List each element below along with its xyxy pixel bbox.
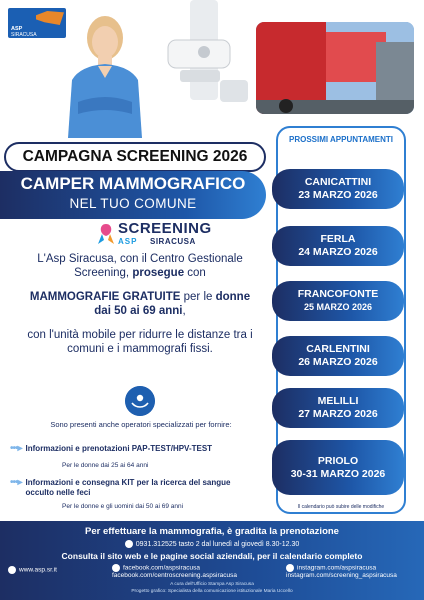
caring-hands-icon <box>125 386 155 416</box>
screening-asp: ASP <box>118 237 138 246</box>
appointment-canicattini: CANICATTINI 23 MARZO 2026 <box>272 169 404 209</box>
arrow-dots-icon: •••▸ <box>10 443 22 454</box>
facebook-link-1[interactable]: facebook.com/aspsiracusa <box>112 564 200 572</box>
campaign-title: CAMPAGNA SCREENING 2026 <box>4 142 266 172</box>
screening-asp-siracusa-logo <box>96 220 212 250</box>
appointment-ferla: FERLA 24 MARZO 2026 <box>272 226 404 266</box>
logo-line1: ASP <box>11 26 23 32</box>
instagram-link-1[interactable]: instagram.com/aspsiracusa <box>286 564 376 572</box>
website-link[interactable]: www.asp.sr.it <box>8 566 57 574</box>
instagram-link-2[interactable]: instagram.com/screening_aspsiracusa <box>286 572 397 579</box>
nurse-photo <box>60 10 150 138</box>
globe-icon <box>8 566 16 574</box>
operators-intro: Sono presenti anche operatori specializzati per fornire: <box>50 420 232 429</box>
logo-line2: SIRACUSA <box>11 32 37 38</box>
main-title: CAMPER MAMMOGRAFICO <box>20 174 246 193</box>
screening-ribbon-icon <box>96 222 116 246</box>
intro-paragraph-1: L'Asp Siracusa, con il Centro Gestionale Screening, prosegue con <box>37 253 243 279</box>
subtitle: NEL TUO COMUNE <box>69 196 197 211</box>
appointments-title: PROSSIMI APPUNTAMENTI <box>288 135 393 144</box>
camper-photo <box>256 22 414 114</box>
intro-paragraph-2: MAMMOGRAFIE GRATUITE per le donne dai 50 ai 69 anni, <box>29 291 251 317</box>
intro-paragraph-3: con l'unità mobile per ridurre le distanze tra i comuni e i mammografi fissi. <box>27 329 253 355</box>
credit-press-office: A cura dell'Ufficio Stampa Asp Siracusa <box>170 582 254 587</box>
facebook-icon <box>112 564 120 572</box>
appointment-melilli: MELILLI 27 MARZO 2026 <box>272 388 404 428</box>
consult-line: Consulta il sito web e le pagine social aziendali, per il calendario completo <box>61 551 363 561</box>
facebook-link-2[interactable]: facebook.com/centroscreening.aspsiracusa <box>112 572 238 579</box>
mammography-machine-photo <box>150 0 250 106</box>
instagram-icon <box>286 564 294 572</box>
asp-siracusa-logo <box>8 8 66 46</box>
phone-line: 0931.312525 tasto 2 dal lunedì al giovedì 8.30-12.30 <box>0 540 424 548</box>
calendar-note: Il calendario può subire delle modifiche <box>297 504 385 510</box>
credit-graphic-design: Progetto grafico: Specialista della comunicazione istituzionale Maria Uccello <box>131 589 293 594</box>
arrow-dots-icon: •••▸ <box>10 477 22 488</box>
info-item-kit: •••▸ Informazioni e consegna KIT per la ricerca del sangue occulto nelle feci <box>10 477 231 497</box>
appointment-priolo: PRIOLO 30-31 MARZO 2026 <box>272 440 404 495</box>
phone-icon <box>125 540 133 548</box>
info-item-pap-test: •••▸ Informazioni e prenotazioni PAP-TEST/HPV-TEST <box>10 443 213 454</box>
info-item-pap-test-sub: Per le donne dai 25 ai 64 anni <box>62 462 149 469</box>
booking-line: Per effettuare la mammografia, è gradita la prenotazione <box>85 526 339 537</box>
info-item-kit-sub: Per le donne e gli uomini dai 50 ai 69 anni <box>62 503 184 510</box>
screening-siracusa: SIRACUSA <box>150 237 196 246</box>
appointment-francofonte: FRANCOFONTE 25 MARZO 2026 <box>272 281 404 321</box>
screening-word: SCREENING <box>118 220 212 237</box>
appointment-carlentini: CARLENTINI 26 MARZO 2026 <box>272 336 404 376</box>
